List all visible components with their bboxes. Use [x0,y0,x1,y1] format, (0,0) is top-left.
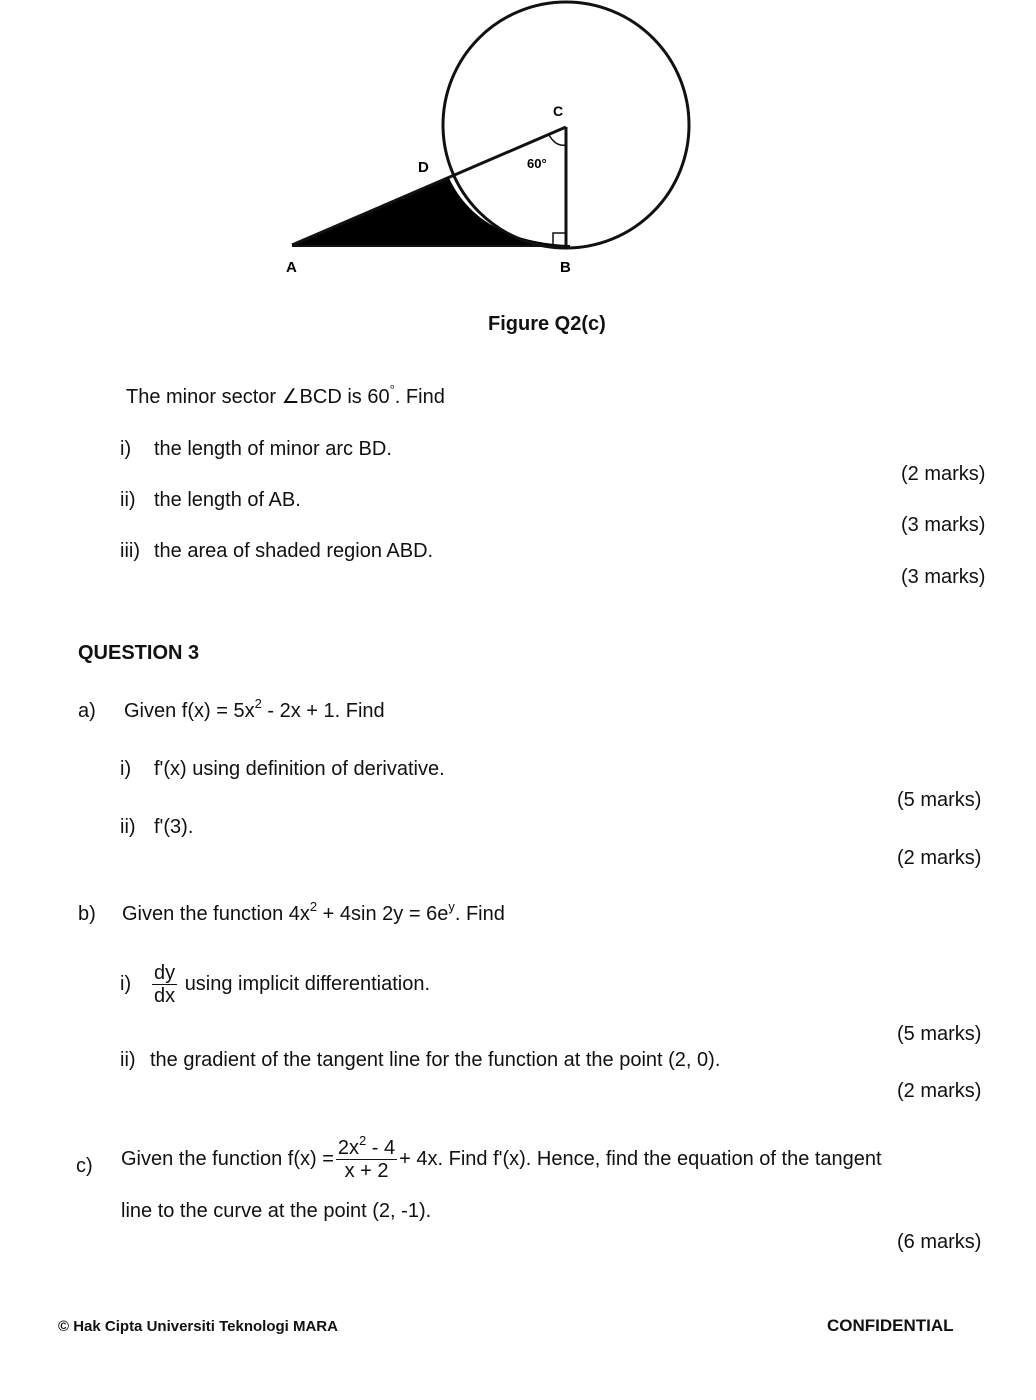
item-num: ii) [120,1049,136,1071]
q3b-text-pre: Given the function 4x [122,903,310,925]
q3c-label: c) [76,1155,93,1177]
angle-symbol: ∠ [281,386,300,408]
q3b-item-2 [120,1049,720,1072]
footer-confidential: CONFIDENTIAL [827,1316,954,1335]
q3a-text [124,696,385,723]
q3a-text-pre: Given f(x) = 5x [124,700,255,722]
frac-numerator [336,1133,397,1160]
item-text: the length of AB. [154,489,301,511]
q3b-text-mid: + 4sin 2y = 6e [317,903,449,925]
q2c-intro-pre: The minor sector [126,386,282,408]
q3a-item-2-marks: (2 marks) [897,847,982,869]
footer-copyright: © Hak Cipta Universiti Teknologi MARA [58,1318,338,1335]
q3b-exp2: y [448,899,455,914]
q3a-text-post: - 2x + 1. Find [261,700,385,722]
item-text: the gradient of the tangent line for the function at the point (2, 0). [150,1049,721,1071]
question-3-heading: QUESTION 3 [78,642,200,664]
q3a-item-2 [120,816,193,839]
figure-caption: Figure Q2(c) [488,313,606,335]
dy-dx-fraction [152,962,177,1007]
item-num: i) [120,973,132,995]
label-b: B [560,259,571,276]
q3c-text-pre: Given the function f(x) = [121,1148,334,1170]
degree-sign: ° [389,382,395,397]
q3c-line2: line to the curve at the point (2, -1). [121,1200,432,1222]
item-num: iii) [120,540,140,562]
label-a: A [286,259,297,276]
item-text: f'(x) using definition of derivative. [154,758,445,780]
item-text: the area of shaded region ABD. [154,540,434,562]
q3a-item-1-marks: (5 marks) [897,789,982,811]
q2c-intro-mid: is 60 [341,386,390,408]
angle-name: BCD [299,386,342,408]
label-angle: 60° [527,156,547,171]
q3b-text-post: . Find [454,903,505,925]
frac-denominator: x + 2 [344,1160,389,1182]
q3b-item-1-marks: (5 marks) [897,1023,982,1045]
item-text: f'(3). [154,816,194,838]
q3a-item-1 [120,758,445,781]
q3c-marks: (6 marks) [897,1231,982,1253]
q2c-item-2 [120,489,301,512]
item-num: i) [120,438,132,460]
label-c: C [553,103,564,119]
q2c-item-3 [120,540,433,563]
q2c-intro-post: . Find [394,386,445,408]
q2c-item-1 [120,438,392,461]
frac-numerator: dy [154,962,176,984]
item-num: i) [120,758,132,780]
q3c-fraction [336,1133,397,1182]
q3c-text [121,1133,882,1182]
frac-denominator: dx [154,985,176,1007]
q3a-label: a) [78,700,96,722]
item-num: ii) [120,816,136,838]
q2c-item-1-marks: (2 marks) [901,463,986,485]
right-angle-marker [553,233,566,246]
num-post: - 4 [366,1137,396,1159]
q3a-exp: 2 [254,696,262,711]
q2c-intro [126,384,445,409]
item-text: the length of minor arc BD. [154,438,392,460]
q3b-item-2-marks: (2 marks) [897,1080,982,1102]
shaded-region-abd [292,178,566,245]
num-exp: 2 [359,1133,367,1148]
q3b-text [122,899,505,926]
q3c-text-post: + 4x. Find f'(x). Hence, find the equation of the tangent [399,1148,882,1170]
q2c-item-3-marks: (3 marks) [901,566,986,588]
q3b-item-1 [120,962,430,1007]
item-num: ii) [120,489,136,511]
num-pre: 2x [337,1137,360,1159]
figure-q2c [0,0,1036,300]
q2c-item-2-marks: (3 marks) [901,514,986,536]
q3b-label: b) [78,903,96,925]
q3b-exp1: 2 [309,899,318,914]
angle-arc [549,135,566,145]
label-d: D [418,159,429,176]
item-text: using implicit differentiation. [184,973,430,995]
